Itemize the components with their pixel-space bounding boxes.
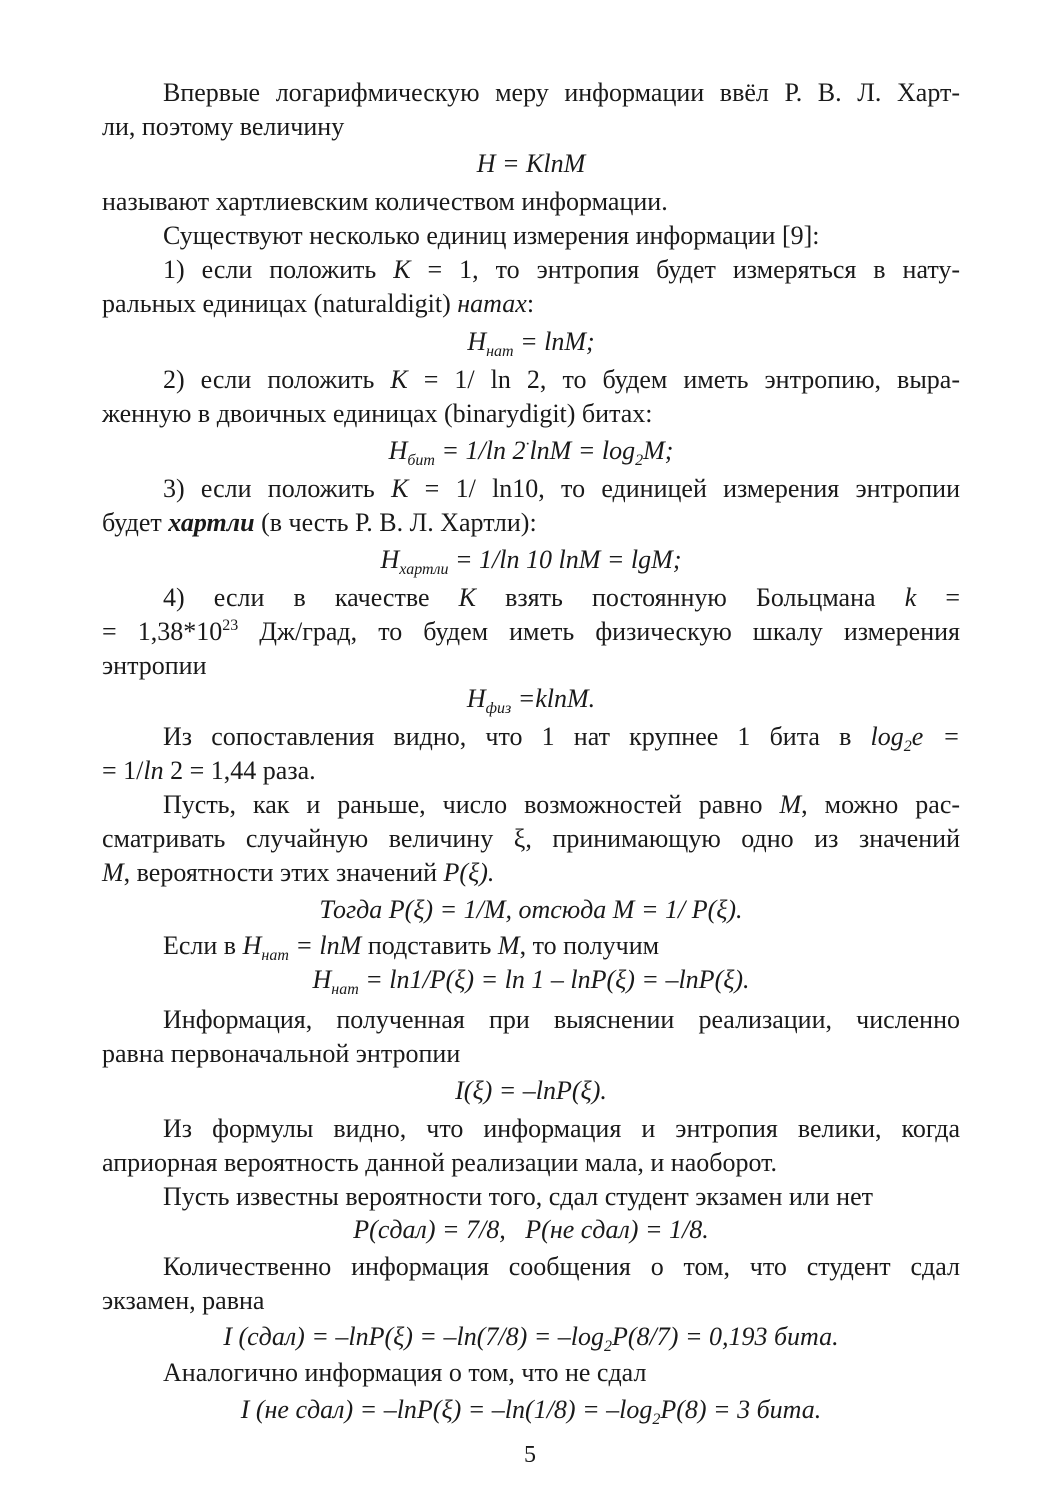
list-item-4-end: энтропии (102, 651, 207, 680)
formula-physical: $H_{физ} =klnM$. (466, 684, 596, 717)
formula-failed: I (не сдал) = $-\ln P(\xi) = -\ln(1/8) = -\log_2P(8) = 3$ бита. (240, 1395, 822, 1428)
list-item-1: 1) если положить K = 1, то энтропия будет измеряться в нату- (163, 255, 961, 284)
formula-passed: I (сдал) = $-\ln P(\xi) = -\ln(7/8) = -\log_2P(8/7) = 0,193$ бита. (223, 1322, 839, 1355)
paragraph-line: Количественно информация сообщения о том, что студент сдал (163, 1252, 960, 1281)
list-item-3-cont: будет хартли (в честь Р. В. Л. Хартли): (102, 508, 537, 537)
list-item-3: 3) если положить K = 1/ ln10, то единицей измерения энтропии (163, 474, 961, 503)
list-item-1-cont: ральных единицах (naturaldigit) натах: (102, 289, 535, 318)
paragraph-line: Если в $H_{нат} = \ln M$ подставить M, то получим (163, 931, 660, 964)
list-item-2: 2) если положить K = 1/ ln 2, то будем иметь энтропию, выра- (163, 365, 960, 394)
formula-nat: $H_{нат} = \ln M$; (467, 327, 595, 360)
paragraph-line: экзамен, равна (102, 1286, 265, 1315)
paragraph-line: Существуют несколько единиц измерения информации [9]: (163, 221, 820, 250)
page-number: 5 (524, 1442, 536, 1468)
paragraph-line: Из сопоставления видно, что 1 нат крупнее 1 бита в $\log_2e$ = (163, 722, 960, 755)
paragraph-line: априорная вероятность данной реализации мала, и наоборот. (102, 1148, 778, 1177)
formula-then: Тогда P(ξ) = 1/M, отсюда M = 1/ P(ξ). (319, 895, 743, 924)
formula-bit: $H_{бит} = 1/\ln$ $2^\cdot\ln M = \log_2M$; (388, 436, 674, 469)
paragraph-line: = 1/ln 2 = 1,44 раза. (102, 756, 316, 785)
formula-information: I(ξ) = –lnP(ξ). (455, 1076, 607, 1105)
paragraph-line: Аналогично информация о том, что не сдал (163, 1358, 647, 1387)
paragraph-line: равна первоначальной энтропии (102, 1039, 461, 1068)
paragraph-line: Пусть известны вероятности того, сдал студент экзамен или нет (163, 1182, 873, 1211)
formula-probabilities: P(сдал) = 7/8, P(не сдал) = 1/8. (353, 1215, 709, 1244)
paragraph-line: Информация, полученная при выяснении реализации, численно (163, 1005, 960, 1034)
list-item-4-cont: = $1,38*10^{23}$ Дж/град, то будем иметь физическую шкалу измерения (102, 617, 960, 646)
paragraph-line: Из формулы видно, что информация и энтропия велики, когда (163, 1114, 960, 1143)
paragraph-line: ли, поэтому величину (102, 112, 345, 141)
paragraph-line: Пусть, как и раньше, число возможностей равно M, можно рас- (163, 790, 961, 819)
paragraph-line: Впервые логарифмическую меру информации ввёл Р. В. Л. Харт- (163, 78, 960, 107)
paragraph-line: называют хартлиевским количеством информации. (102, 187, 668, 216)
formula-nat-substituted: $H_{нат} = \ln 1/P(\xi) = \ln 1 - \ln P(\xi) = -\ln P(\xi)$. (312, 965, 750, 998)
list-item-4: 4) если в качестве K взять постоянную Больцмана k = (163, 583, 961, 612)
paragraph-line: сматривать случайную величину ξ, принимающую одно из значений (102, 824, 960, 853)
formula-hartley: H = KlnM (476, 149, 586, 178)
formula-hartley-unit: $H_{хартли} = 1/\ln$ 10 lnM = lgM; (380, 545, 682, 578)
paragraph-line: M, вероятности этих значений P(ξ). (102, 858, 495, 887)
list-item-2-cont: женную в двоичных единицах (binarydigit) битах: (102, 399, 653, 428)
